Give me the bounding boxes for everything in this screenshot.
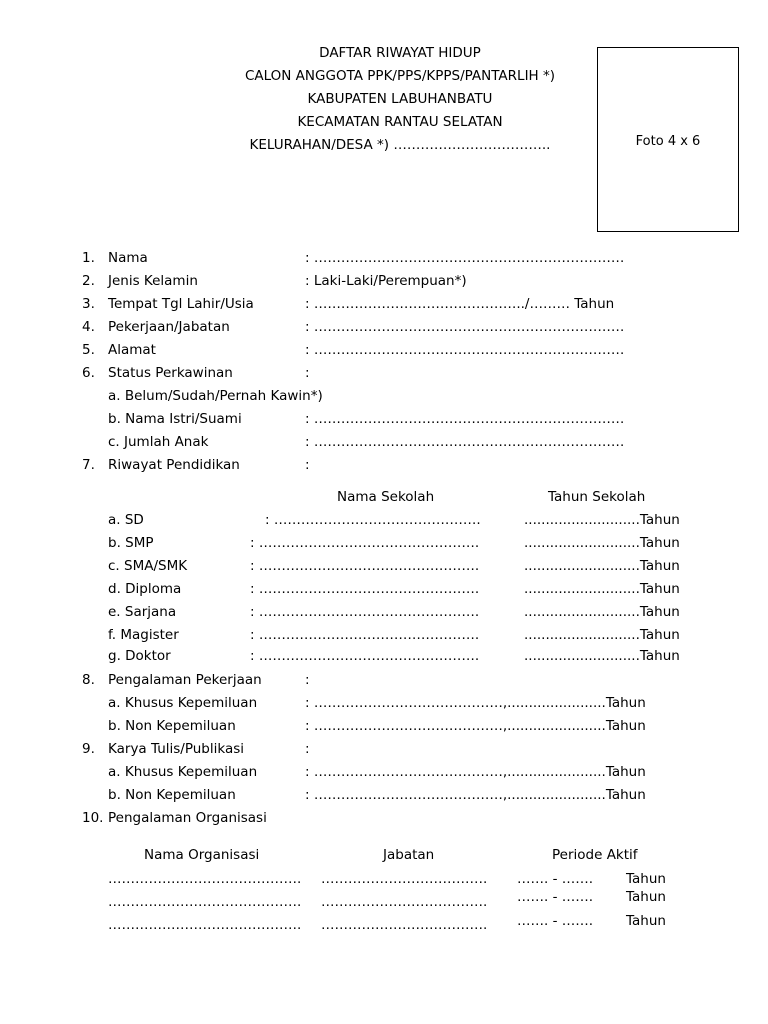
education-school: : …………………………………………. xyxy=(250,581,480,597)
education-label: c. SMA/SMK xyxy=(108,558,188,574)
education-year: ...........................Tahun xyxy=(524,604,680,620)
form-subtitle-village: KELURAHAN/DESA *) …………………………….. xyxy=(249,137,551,153)
field-number: 4. xyxy=(82,319,95,335)
field-value-spouse: : …………………………………………………………… xyxy=(305,411,625,427)
field-number: 10. xyxy=(82,810,104,826)
form-subtitle-regency: KABUPATEN LABUHANBATU xyxy=(307,91,493,107)
education-school: : ………………………………………. xyxy=(265,512,481,528)
work-colon: : xyxy=(305,672,310,688)
field-value-children: : …………………………………………………………… xyxy=(305,434,625,450)
work-row-value: : ……………………………………,.......................Tahun xyxy=(305,718,646,734)
education-year: ...........................Tahun xyxy=(524,558,680,574)
organization-period: ……. - ……. xyxy=(517,871,594,887)
field-label-occupation: Pekerjaan/Jabatan xyxy=(108,319,230,335)
field-value-birth: : ………………………………………../……… Tahun xyxy=(305,296,615,312)
photo-box xyxy=(597,47,739,232)
education-school: : …………………………………………. xyxy=(250,558,480,574)
education-school: : …………………………………………. xyxy=(250,535,480,551)
organization-name: ……………………………………. xyxy=(108,917,302,933)
field-label-marital-status: a. Belum/Sudah/Pernah Kawin*) xyxy=(108,388,323,404)
field-label-marital: Status Perkawinan xyxy=(108,365,233,381)
organization-tahun: Tahun xyxy=(626,871,666,887)
organization-position: ………………………………. xyxy=(321,894,488,910)
field-label-birth: Tempat Tgl Lahir/Usia xyxy=(108,296,254,312)
education-year: ...........................Tahun xyxy=(524,512,680,528)
organization-col-name: Nama Organisasi xyxy=(144,847,260,863)
field-label-name: Nama xyxy=(108,250,148,266)
education-year: ...........................Tahun xyxy=(524,648,680,664)
organization-label: Pengalaman Organisasi xyxy=(108,810,267,826)
organization-tahun: Tahun xyxy=(626,913,666,929)
education-col-year: Tahun Sekolah xyxy=(548,489,646,505)
field-value-occupation: : …………………………………………………………… xyxy=(305,319,625,335)
field-number: 3. xyxy=(82,296,95,312)
form-title: DAFTAR RIWAYAT HIDUP xyxy=(319,45,481,61)
field-value-address: : …………………………………………………………… xyxy=(305,342,625,358)
field-value-education: : xyxy=(305,457,310,473)
education-col-school: Nama Sekolah xyxy=(337,489,435,505)
education-year: ...........................Tahun xyxy=(524,581,680,597)
field-label-gender: Jenis Kelamin xyxy=(108,273,198,289)
education-year: ...........................Tahun xyxy=(524,535,680,551)
field-number: 6. xyxy=(82,365,95,381)
organization-name: ……………………………………. xyxy=(108,871,302,887)
education-label: b. SMP xyxy=(108,535,154,551)
field-label-children: c. Jumlah Anak xyxy=(108,434,209,450)
organization-position: ………………………………. xyxy=(321,871,488,887)
field-number: 8. xyxy=(82,672,95,688)
field-value-name: : …………………………………………………………… xyxy=(305,250,625,266)
education-label: g. Doktor xyxy=(108,648,171,664)
form-subtitle-position: CALON ANGGOTA PPK/PPS/KPPS/PANTARLIH *) xyxy=(244,68,556,84)
publications-colon: : xyxy=(305,741,310,757)
education-label: a. SD xyxy=(108,512,144,528)
field-value-marital: : xyxy=(305,365,310,381)
publications-row-label: b. Non Kepemiluan xyxy=(108,787,236,803)
education-school: : …………………………………………. xyxy=(250,648,480,664)
publications-row-value: : ……………………………………,.......................Tahun xyxy=(305,764,646,780)
organization-tahun: Tahun xyxy=(626,889,666,905)
education-year: ...........................Tahun xyxy=(524,627,680,643)
education-label: f. Magister xyxy=(108,627,179,643)
publications-row-label: a. Khusus Kepemiluan xyxy=(108,764,258,780)
education-school: : …………………………………………. xyxy=(250,604,480,620)
education-label: e. Sarjana xyxy=(108,604,177,620)
education-school: : …………………………………………. xyxy=(250,627,480,643)
organization-col-position: Jabatan xyxy=(383,847,435,863)
field-number: 1. xyxy=(82,250,95,266)
field-number: 7. xyxy=(82,457,95,473)
work-row-label: a. Khusus Kepemiluan xyxy=(108,695,258,711)
field-label-spouse: b. Nama Istri/Suami xyxy=(108,411,242,427)
field-number: 9. xyxy=(82,741,95,757)
field-number: 2. xyxy=(82,273,95,289)
publications-label: Karya Tulis/Publikasi xyxy=(108,741,244,757)
organization-period: ……. - ……. xyxy=(517,889,594,905)
education-label: d. Diploma xyxy=(108,581,182,597)
field-label-education: Riwayat Pendidikan xyxy=(108,457,240,473)
work-row-value: : ……………………………………,.......................Tahun xyxy=(305,695,646,711)
organization-name: ……………………………………. xyxy=(108,894,302,910)
field-label-address: Alamat xyxy=(108,342,156,358)
work-row-label: b. Non Kepemiluan xyxy=(108,718,236,734)
organization-col-period: Periode Aktif xyxy=(552,847,638,863)
field-value-gender: : Laki-Laki/Perempuan*) xyxy=(305,273,467,289)
publications-row-value: : ……………………………………,.......................Tahun xyxy=(305,787,646,803)
organization-period: ……. - ……. xyxy=(517,913,594,929)
form-subtitle-district: KECAMATAN RANTAU SELATAN xyxy=(297,114,503,130)
organization-position: ………………………………. xyxy=(321,917,488,933)
work-label: Pengalaman Pekerjaan xyxy=(108,672,262,688)
photo-label: Foto 4 x 6 xyxy=(635,134,701,149)
field-number: 5. xyxy=(82,342,95,358)
